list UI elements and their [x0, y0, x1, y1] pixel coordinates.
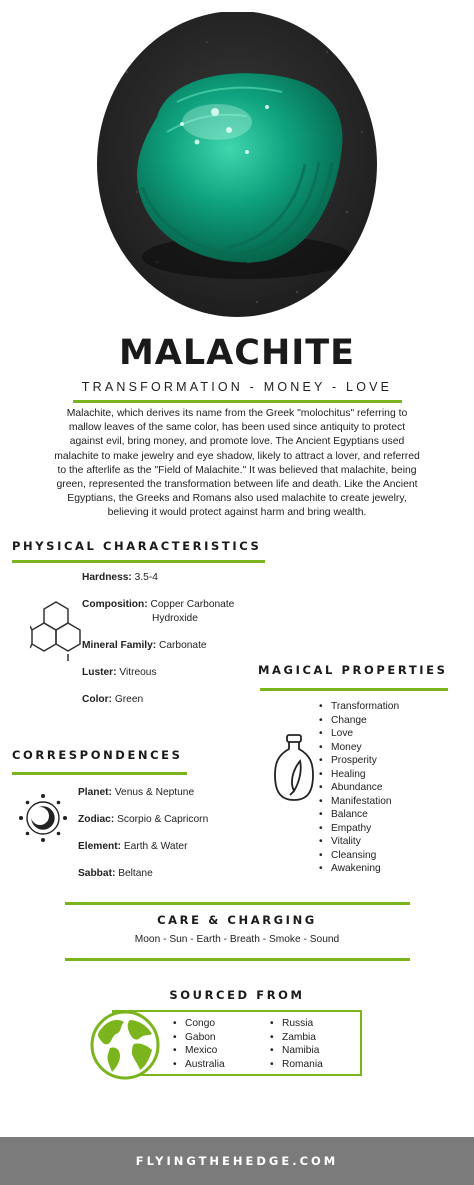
magical-divider [260, 688, 448, 691]
luster-value: Vitreous [119, 667, 157, 678]
care-methods: Moon - Sun - Earth - Breath - Smoke - Sound [134, 934, 340, 945]
color-label: Color: [82, 694, 112, 705]
hardness-label: Hardness: [82, 572, 132, 583]
luster-label: Luster: [82, 667, 117, 678]
planet-label: Planet: [78, 787, 112, 798]
page-title: MALACHITE [118, 333, 356, 373]
physical-divider [12, 560, 265, 563]
sabbat-value: Beltane [118, 868, 153, 879]
list-item: • Empathy [317, 822, 399, 836]
care-bottom-divider [65, 958, 410, 961]
list-item: • Healing [317, 768, 399, 782]
list-item: • Romania [268, 1058, 323, 1072]
list-item: • Abundance [317, 781, 399, 795]
magical-list [317, 700, 399, 876]
molecule-icon [30, 598, 82, 662]
list-item: • Russia [268, 1017, 323, 1031]
list-item: • Cleansing [317, 849, 399, 863]
zodiac-field [78, 813, 208, 826]
list-item: • Balance [317, 808, 399, 822]
list-item: • Transformation [317, 700, 399, 714]
hardness-value: 3.5-4 [134, 572, 158, 583]
sabbat-label: Sabbat: [78, 868, 116, 879]
zodiac-value: Scorpio & Capricorn [117, 814, 209, 825]
element-field [78, 840, 187, 853]
element-label: Element: [78, 841, 122, 852]
color-field [82, 693, 143, 706]
list-item: • Zambia [268, 1031, 323, 1045]
planet-value: Venus & Neptune [114, 787, 195, 798]
moon-phases-icon [17, 792, 69, 844]
list-item: • Love [317, 727, 399, 741]
composition-value-2: Hydroxide [152, 613, 198, 624]
subtitle-divider [73, 400, 402, 403]
care-heading: CARE & CHARGING [157, 913, 317, 927]
physical-heading: PHYSICAL CHARACTERISTICS [12, 539, 262, 553]
sourced-heading: SOURCED FROM [169, 988, 305, 1002]
sourced-col-1 [171, 1017, 225, 1071]
sabbat-field [78, 867, 153, 880]
globe-icon [90, 1010, 160, 1080]
magical-heading: MAGICAL PROPERTIES [258, 663, 448, 677]
intro-paragraph: Malachite, which derives its name from the Greek "molochitus" referring to mallow leaves of the same color, has been used since antiquity to protect against evil, bring money, and promote love. The Ancient Egyptians used malachite to make jewelry and eye shadow, likely to attract a lover, and referred to the afterlife as the "Field of Malachite." It was believed that malachite, being green, represented the transformation between life and death. Like the Ancient Egyptians, the Greeks and Romans also used malachite to create jewelry, believing it would protect against harm and bring wealth. [54, 408, 420, 519]
list-item: • Australia [171, 1058, 225, 1072]
care-top-divider [65, 902, 410, 905]
list-item: • Awakening [317, 862, 399, 876]
zodiac-label: Zodiac: [78, 814, 115, 825]
correspondences-divider [12, 772, 187, 775]
hardness-field [82, 571, 158, 584]
list-item: • Mexico [171, 1044, 225, 1058]
luster-field [82, 666, 157, 679]
composition-field [82, 598, 234, 611]
list-item: • Congo [171, 1017, 225, 1031]
element-value: Earth & Water [123, 841, 188, 852]
page-subtitle: TRANSFORMATION - MONEY - LOVE [81, 380, 393, 394]
footer-bar [0, 1137, 474, 1185]
composition-label: Composition: [82, 599, 148, 610]
malachite-stone-photo [97, 12, 377, 317]
list-item: • Gabon [171, 1031, 225, 1045]
correspondences-heading: CORRESPONDENCES [12, 748, 183, 762]
list-item: • Prosperity [317, 754, 399, 768]
bottle-feather-icon [272, 733, 316, 803]
planet-field [78, 786, 194, 799]
composition-value-1: Copper Carbonate [150, 599, 235, 610]
list-item: • Namibia [268, 1044, 323, 1058]
list-item: • Change [317, 714, 399, 728]
family-value: Carbonate [159, 640, 207, 651]
footer-site-link[interactable]: FLYINGTHEHEDGE.COM [135, 1154, 339, 1168]
list-item: • Money [317, 741, 399, 755]
list-item: • Vitality [317, 835, 399, 849]
list-item: • Manifestation [317, 795, 399, 809]
color-value: Green [114, 694, 144, 705]
family-field [82, 639, 207, 652]
family-label: Mineral Family: [82, 640, 157, 651]
sourced-col-2 [268, 1017, 323, 1071]
